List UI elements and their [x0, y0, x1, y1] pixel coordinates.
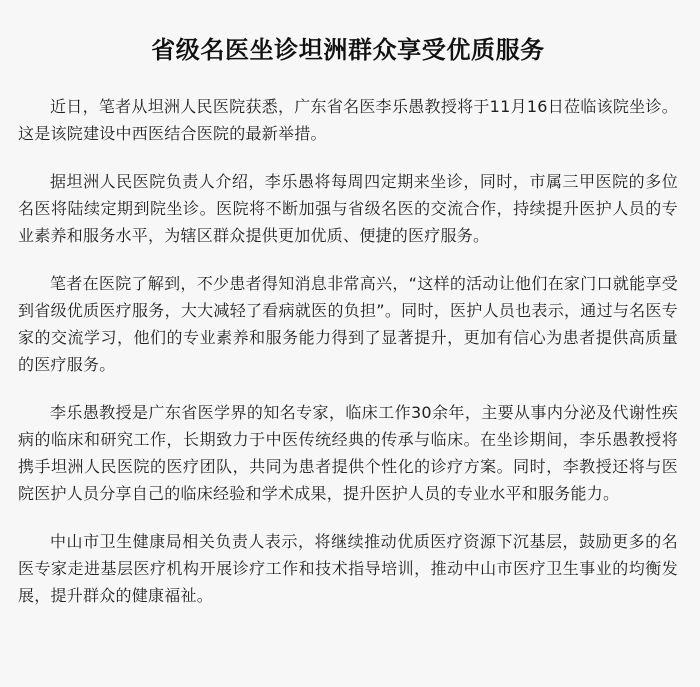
article-paragraph-2: 据坦洲人民医院负责人介绍，李乐愚将每周四定期来坐诊，同时，市属三甲医院的多位名医将陆续定期到院坐诊。医院将不断加强与省级名医的交流合作，持续提升医护人员的专业素养和服务水平，为辖区群众提供更加优质、便捷的医疗服务。 — [18, 172, 678, 245]
article-body — [18, 93, 678, 609]
article-title: 省级名医坐诊坦洲群众享受优质服务 — [151, 36, 545, 64]
article-paragraph-1: 近日，笔者从坦洲人民医院获悉，广东省名医李乐愚教授将于11月16日莅临该院坐诊。这是该院建设中西医结合医院的最新举措。 — [18, 97, 678, 143]
article-paragraph-4: 李乐愚教授是广东省医学界的知名专家，临床工作30余年，主要从事内分泌及代谢性疾病的临床和研究工作，长期致力于中医传统经典的传承与临床。在坐诊期间，李乐愚教授将携手坦洲人民医院的医疗团队，共同为患者提供个性化的诊疗方案。同时，李教授还将与医院医护人员分享自己的临床经验和学术成果，提升医护人员的专业水平和服务能力。 — [18, 403, 678, 503]
article-paragraph-3: 笔者在医院了解到，不少患者得知消息非常高兴，“这样的活动让他们在家门口就能享受到省级优质医疗服务，大大减轻了看病就医的负担”。同时，医护人员也表示，通过与名医专家的交流学习，他们的专业素养和服务能力得到了显著提升，更加有信心为患者提供高质量的医疗服务。 — [18, 274, 678, 374]
article-paragraph-5: 中山市卫生健康局相关负责人表示，将继续推动优质医疗资源下沉基层，鼓励更多的名医专家走进基层医疗机构开展诊疗工作和技术指导培训，推动中山市医疗卫生事业的均衡发展，提升群众的健康福祉。 — [18, 532, 678, 605]
